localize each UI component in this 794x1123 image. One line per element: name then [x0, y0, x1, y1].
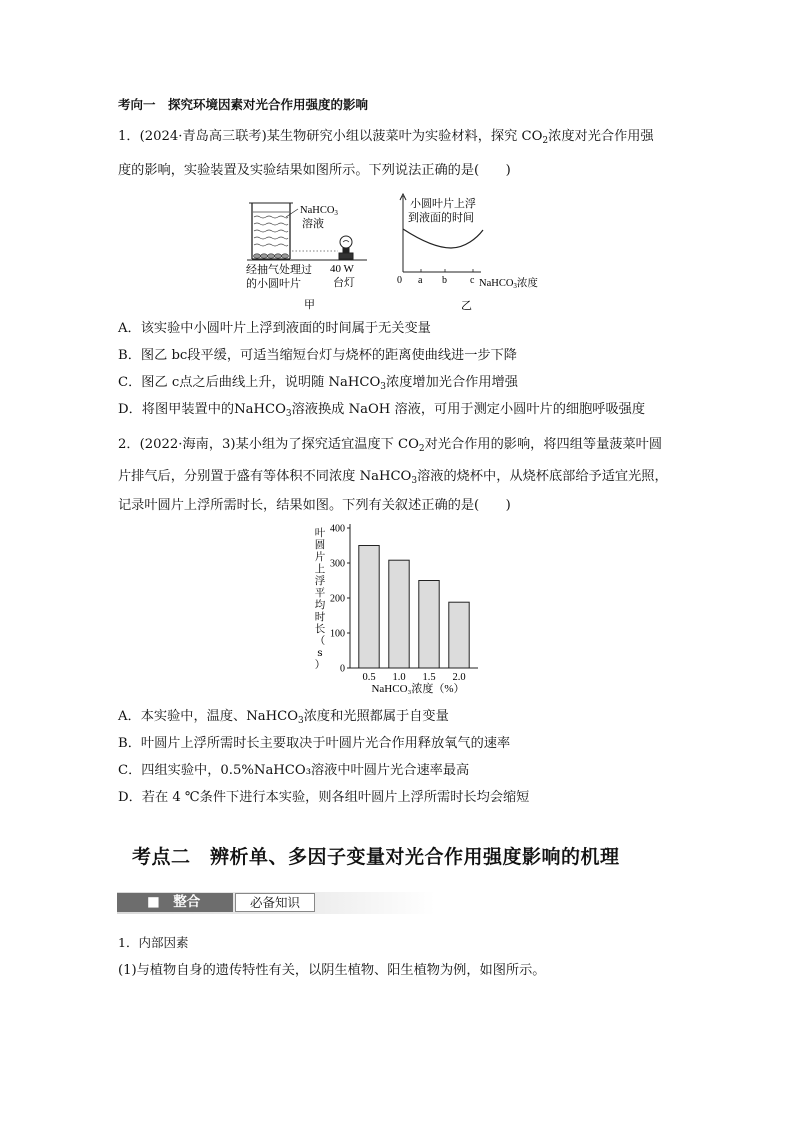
chart-y-axis-label-char: 均	[314, 599, 326, 611]
reagent-label-2: 溶液	[302, 217, 324, 230]
y-axis-label-1: 小圆叶片上浮	[410, 197, 476, 210]
chart-y-axis-label-char: 叶	[314, 527, 326, 539]
lamp-power-label: 40 W	[330, 263, 354, 275]
chart-x-tick-label: 1.5	[422, 672, 436, 683]
banner-required-knowledge: 必备知识	[235, 893, 315, 912]
tick-c: c	[470, 275, 475, 286]
x-axis-label: NaHCO3浓度	[479, 277, 538, 290]
chart-y-axis-label-char: 浮	[314, 575, 326, 587]
bar-chart	[308, 518, 508, 698]
leaf-label-2: 的小圆叶片	[246, 277, 301, 290]
y-axis-label-2: 到液面的时间	[408, 211, 474, 224]
q2-stem-line2: 片排气后，分别置于盛有等体积不同浓度 NaHCO$_3$溶液的烧杯中，从烧杯底部给予适宜光照，	[118, 469, 668, 486]
q2-option-a[interactable]: A．本实验中，温度、NaHCO$_3$浓度和光照都属于自变量	[118, 709, 449, 726]
chart-y-tick-label: 200	[330, 593, 345, 605]
figure-caption-jia: 甲	[304, 298, 315, 311]
tick-a: a	[418, 275, 423, 286]
leaf-label-1: 经抽气处理过	[246, 263, 312, 276]
chart-x-tick-label: 1.0	[392, 672, 406, 683]
q1-stem-line1: 1．(2024·青岛高三联考)某生物研究小组以菠菜叶为实验材料，探究 $CO_2$浓度对光合作用强	[118, 129, 654, 146]
chart-x-tick-label: 0.5	[362, 672, 376, 683]
chart-x-axis-label: NaHCO₃浓度（%）	[371, 683, 465, 695]
origin-label: 0	[397, 275, 402, 286]
part1-line: (1)与植物自身的遗传特性有关，以阴生植物、阳生植物为例，如图所示。	[118, 963, 546, 978]
q2-stem-line3: 记录叶圆片上浮所需时长，结果如图。下列有关叙述正确的是( )	[118, 498, 511, 513]
banner-integrate: ■ 整合	[117, 893, 233, 912]
q2-option-b[interactable]: B．叶圆片上浮所需时长主要取决于叶圆片光合作用释放氧气的速率	[118, 736, 511, 751]
q1-option-a[interactable]: A．该实验中小圆叶片上浮到液面的时间属于无关变量	[118, 321, 431, 336]
chart-y-axis-label	[315, 526, 326, 671]
lamp-icon	[339, 236, 353, 259]
chart-y-tick-label: 400	[330, 523, 345, 535]
chart-y-tick-label: 100	[330, 628, 345, 640]
chart-y-axis-label-char: 时	[314, 611, 326, 623]
q1-option-b[interactable]: B．图乙 bc段平缓，可适当缩短台灯与烧杯的距离使曲线进一步下降	[118, 348, 517, 363]
chart-bar	[419, 581, 439, 669]
lamp-label: 台灯	[333, 276, 355, 289]
chart-x-tick-label: 2.0	[452, 672, 466, 683]
chart-y-axis-label-char: 长	[314, 623, 326, 635]
response-curve	[403, 229, 483, 248]
figure-yi	[393, 192, 553, 312]
figure-caption-yi: 乙	[461, 299, 472, 312]
solution-liquid	[253, 212, 289, 246]
chart-y-axis-label-char: 圆	[314, 539, 326, 551]
chart-y-axis-label-char: 上	[314, 563, 326, 575]
chart-y-axis-label-char: 片	[314, 551, 326, 563]
q1-stem-line2: 度的影响，实验装置及实验结果如图所示。下列说法正确的是( )	[118, 163, 511, 178]
chart-y-tick-label: 0	[340, 663, 345, 675]
subsection-heading: 考向一 探究环境因素对光合作用强度的影响	[118, 97, 369, 112]
q2-option-d[interactable]: D．若在 4 ℃条件下进行本实验，则各组叶圆片上浮所需时长均会缩短	[118, 790, 530, 805]
chart-bar	[389, 560, 409, 668]
chart-bar	[449, 602, 469, 668]
q2-stem-line1: 2．(2022·海南，3)某小组为了探究适宜温度下 $CO_2$对光合作用的影响，将四组等量菠菜叶圆	[118, 437, 663, 454]
chart-y-axis-label-char: s	[317, 647, 323, 659]
q1-option-d[interactable]: D．将图甲装置中的NaHCO$_3$溶液换成 NaOH 溶液，可用于测定小圆叶片的细胞呼吸强度	[118, 402, 646, 419]
q2-option-c[interactable]: C．四组实验中，0.5%NaHCO₃溶液中叶圆片光合速率最高	[118, 763, 470, 778]
beaker-diagram	[249, 203, 293, 259]
figure-jia	[242, 195, 382, 315]
chart-y-axis-label-char: （	[314, 635, 326, 647]
chart-y-axis-label-char: ）	[314, 659, 326, 671]
chart-y-tick-label: 300	[330, 558, 345, 570]
tick-b: b	[442, 275, 447, 286]
part1-heading: 1．内部因素	[118, 935, 189, 950]
section-title: 考点二 辨析单、多因子变量对光合作用强度影响的机理	[132, 846, 620, 868]
q1-option-c[interactable]: C．图乙 c点之后曲线上升，说明随 NaHCO$_3$浓度增加光合作用增强	[118, 375, 518, 392]
chart-y-axis-label-char: 平	[314, 587, 326, 599]
chart-bar	[359, 546, 379, 669]
reagent-label: NaHCO3	[300, 205, 338, 217]
leaf-discs	[254, 254, 289, 258]
